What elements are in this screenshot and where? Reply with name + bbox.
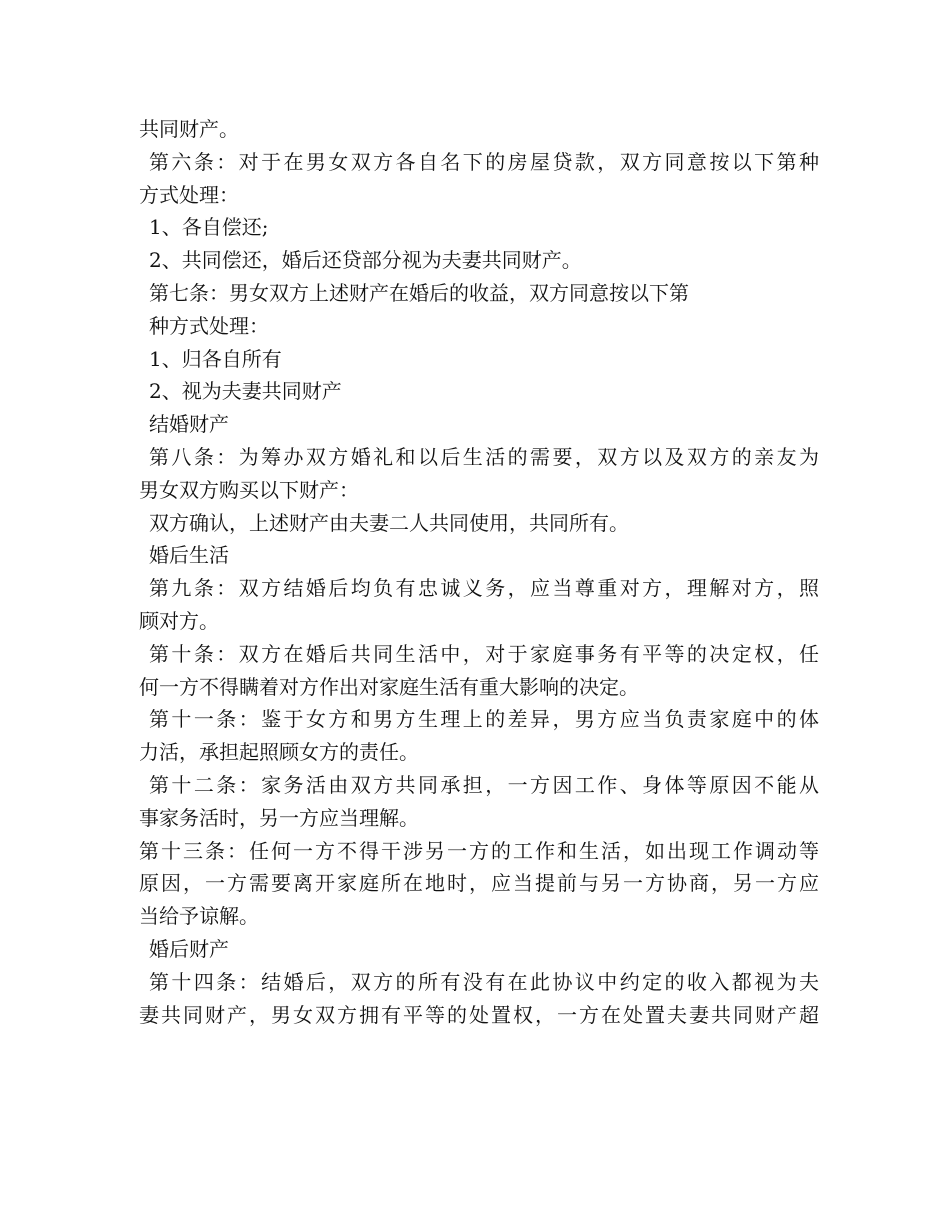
text-line: 当给予谅解。: [139, 904, 259, 929]
text-line: 双方确认，上述财产由夫妻二人共同使用，共同所有。: [149, 510, 629, 535]
text-line: 第八条：为筹办双方婚礼和以后生活的需要，双方以及双方的亲友为: [149, 444, 819, 469]
text-line: 何一方不得瞒着对方作出对家庭生活有重大影响的决定。: [139, 674, 639, 699]
text-line: 顾对方。: [139, 608, 219, 633]
text-line: 第七条：男女双方上述财产在婚后的收益，双方同意按以下第: [149, 280, 689, 305]
text-line: 第十二条：家务活由双方共同承担，一方因工作、身体等原因不能从: [149, 772, 819, 797]
text-line: 妻共同财产，男女双方拥有平等的处置权，一方在处置夫妻共同财产超: [139, 1002, 819, 1027]
text-line: 男女双方购买以下财产：: [139, 477, 359, 502]
text-line: 共同财产。: [139, 117, 239, 141]
text-line: 2、视为夫妻共同财产: [149, 379, 342, 404]
section-heading: 婚后财产: [149, 936, 229, 961]
text-line: 事家务活时，另一方应当理解。: [139, 805, 419, 830]
text-line: 种方式处理：: [149, 313, 269, 338]
text-line: 第九条：双方结婚后均负有忠诚义务，应当尊重对方，理解对方，照: [149, 576, 819, 601]
text-line: 第十一条：鉴于女方和男方生理上的差异，男方应当负责家庭中的体: [149, 707, 819, 732]
document-body: [139, 113, 819, 1031]
text-line: 第十条：双方在婚后共同生活中，对于家庭事务有平等的决定权，任: [149, 641, 819, 666]
text-line: 力活，承担起照顾女方的责任。: [139, 740, 419, 765]
text-line: 1、归各自所有: [149, 346, 282, 371]
text-line: 第十四条：结婚后，双方的所有没有在此协议中约定的收入都视为夫: [149, 969, 819, 994]
text-line: 2、共同偿还，婚后还贷部分视为夫妻共同财产。: [149, 248, 582, 273]
text-line: 第六条：对于在男女双方各自名下的房屋贷款，双方同意按以下第种: [149, 149, 819, 174]
section-heading: 婚后生活: [149, 543, 229, 568]
text-line: 原因，一方需要离开家庭所在地时，应当提前与另一方协商，另一方应: [139, 871, 819, 896]
section-heading: 结婚财产: [149, 412, 229, 437]
text-line: 1、各自偿还;: [149, 215, 269, 240]
text-line: 第十三条：任何一方不得干涉另一方的工作和生活，如出现工作调动等: [139, 838, 819, 863]
text-line: 方式处理：: [139, 182, 239, 207]
